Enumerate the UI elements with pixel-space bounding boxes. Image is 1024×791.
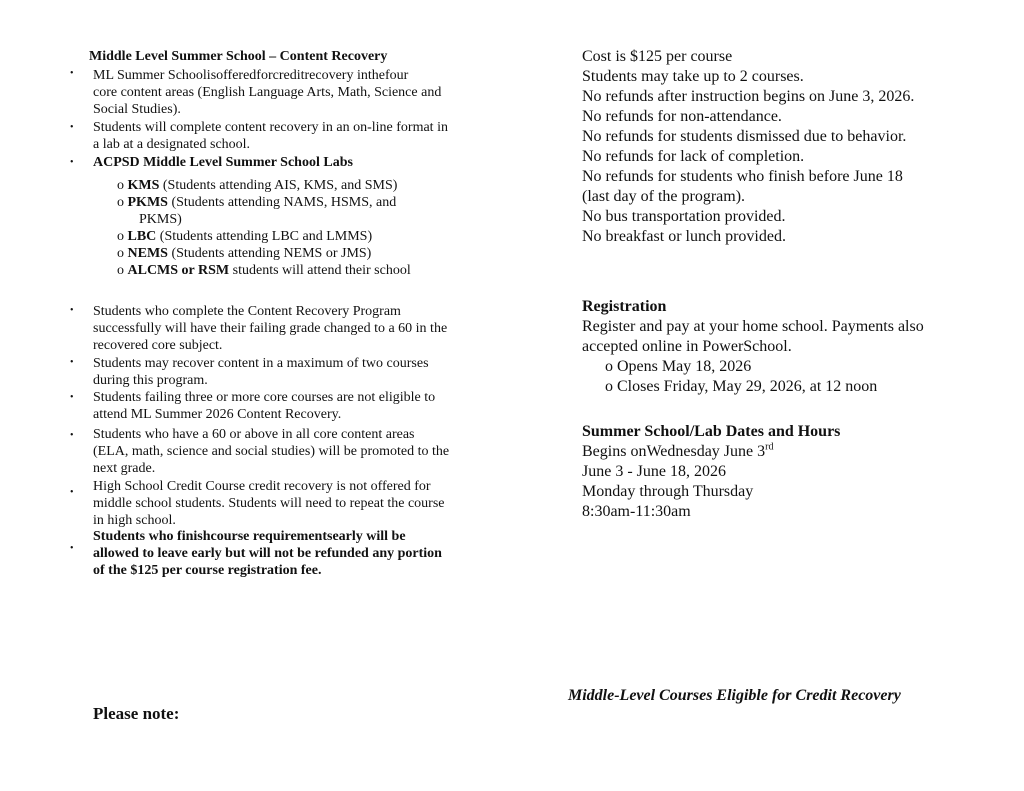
lab-item-pkms: o PKMS (Students attending NAMS, HSMS, and (117, 195, 397, 210)
bullet-icon: • (70, 122, 74, 133)
courses-eligible-title: Middle-Level Courses Eligible for Credit Recovery (568, 687, 901, 704)
dates-begins: Begins onWednesday June 3rd (582, 441, 774, 460)
intro-item-online: Students will complete content recovery in an on-line format in a lab at a designated school. (93, 120, 448, 152)
please-note-label: Please note: (93, 704, 180, 723)
policy-list (582, 47, 914, 247)
registration-closes: o Closes Friday, May 29, 2026, at 12 noon (605, 378, 878, 395)
bullet-icon: • (70, 357, 74, 368)
policy-item: No refunds for non-attendance. (582, 108, 782, 125)
registration-opens: o Opens May 18, 2026 (605, 358, 752, 375)
policy-item: Students may take up to 2 courses. (582, 68, 804, 85)
content-recovery-heading: Middle Level Summer School – Content Recovery (89, 49, 388, 64)
dates-section: Summer School/Lab Dates and Hours Begins onWednesday June 3rd June 3 - June 18, 2026 Monday through Thursday 8:30am-11:30am (582, 423, 841, 520)
policy-item: No refunds for students who finish before June 18 (582, 168, 903, 185)
policy-item: No breakfast or lunch provided. (582, 228, 786, 245)
rule-item-high-school-credit: High School Credit Course credit recovery is not offered for middle school students. Students will need to repeat the course in high school. (93, 479, 445, 528)
early-finish-note: Students who finishcourse requirementsearly will be allowed to leave early but will not be refunded any portion of the $125 per course registration fee. (93, 529, 442, 578)
registration-heading: Registration (582, 298, 667, 315)
policy-item: Cost is $125 per course (582, 48, 733, 65)
policy-item: No refunds for students dismissed due to behavior. (582, 128, 907, 145)
lab-item-pkms-cont: PKMS) (139, 212, 182, 227)
rule-item-promoted: Students who have a 60 or above in all core content areas (ELA, math, science and social studies) will be promoted to the next grade. (93, 427, 450, 476)
registration-section: Registration Register and pay at your home school. Payments also accepted online in PowerSchool. o Opens May 18, 2026 o Closes Friday, May 29, 2026, at 12 noon (582, 298, 924, 395)
lab-item-kms: o KMS (Students attending AIS, KMS, and SMS) (117, 178, 398, 193)
policy-item: No refunds for lack of completion. (582, 148, 805, 165)
bullet-icon: • (70, 157, 74, 168)
labs-list (117, 177, 411, 279)
policy-item: (last day of the program). (582, 188, 746, 205)
rule-item-not-eligible: Students failing three or more core courses are not eligible to attend ML Summer 2026 Content Recovery. (93, 390, 436, 422)
bullet-icon: • (70, 305, 74, 316)
rule-item-max-courses: Students may recover content in a maximum of two courses during this program. (93, 356, 429, 388)
labs-heading: ACPSD Middle Level Summer School Labs (93, 155, 353, 170)
lab-item-lbc: o LBC (Students attending LBC and LMMS) (117, 229, 373, 244)
lab-item-nems: o NEMS (Students attending NEMS or JMS) (117, 246, 372, 261)
rule-item-grade-change: Students who complete the Content Recovery Program successfully will have their failing grade changed to a 60 in the recovered core subject. (93, 304, 448, 353)
bullet-icon: • (70, 543, 74, 554)
bullet-icon: • (70, 430, 74, 441)
policy-item: No refunds after instruction begins on June 3, 2026. (582, 88, 915, 105)
bullet-icon: • (70, 487, 74, 498)
lab-item-alcms-rsm: o ALCMS or RSM students will attend their school (117, 263, 411, 278)
bullet-icon: • (70, 392, 74, 403)
intro-item-offered: ML Summer Schoolisofferedforcreditrecovery inthefour core content areas (English Language Arts, Math, Science and Social Studies). (93, 68, 442, 117)
dates-heading: Summer School/Lab Dates and Hours (582, 423, 841, 440)
policy-item: No bus transportation provided. (582, 208, 786, 225)
bullet-icon: • (70, 68, 74, 79)
